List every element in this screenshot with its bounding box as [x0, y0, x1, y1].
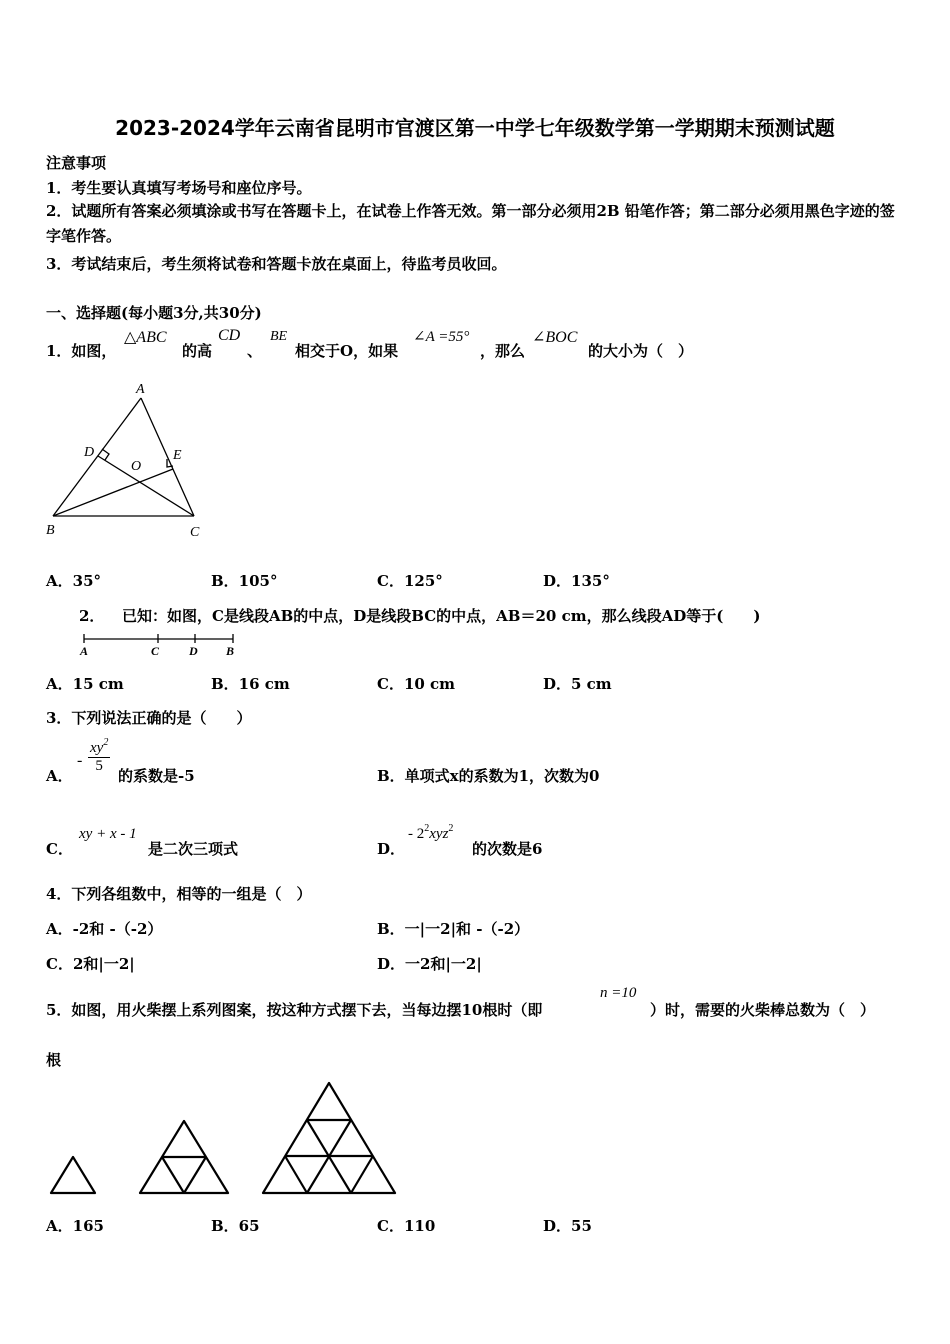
notice-item-3: 3．考试结束后，考生须将试卷和答题卡放在桌面上，待监考员收回。 — [46, 255, 507, 273]
q3-frac-denominator: 5 — [95, 758, 103, 774]
q3-option-c-math: xy + x - 1 — [79, 826, 137, 842]
q2-label-c: C — [151, 644, 160, 658]
q3-frac-numerator: xy — [90, 740, 104, 756]
q2-stem: 已知：如图，C是线段AB的中点，D是线段BC的中点，AB＝20 cm，那么线段AD等于( ) — [122, 607, 761, 625]
q1-option-d[interactable]: D．135° — [543, 572, 610, 590]
q3-option-a-label[interactable]: A． — [46, 767, 73, 785]
q4-option-d[interactable]: D．一2和|一2| — [377, 955, 482, 973]
q3-option-d-math-a: - 2 — [408, 826, 425, 842]
q2-label-a: A — [80, 644, 89, 658]
q3-frac-exponent: 2 — [103, 737, 109, 748]
q1-label-d: D — [84, 445, 95, 460]
q4-option-a[interactable]: A．-2和 -（-2） — [46, 920, 163, 938]
q3-option-d-exp2: 2 — [448, 823, 454, 834]
q1-stem-part6: 的大小为（ ） — [588, 342, 694, 360]
q3-option-b[interactable]: B．单项式x的系数为1，次数为0 — [377, 767, 600, 785]
q5-option-a[interactable]: A．165 — [46, 1217, 104, 1235]
q1-math-angle-boc: ∠BOC — [532, 329, 578, 346]
q5-stem-part3: 根 — [46, 1051, 62, 1069]
page-title: 2023-2024学年云南省昆明市官渡区第一中学七年级数学第一学期期末预测试题 — [115, 116, 835, 140]
q1-option-b[interactable]: B．105° — [211, 572, 278, 590]
q2-number: 2． — [79, 607, 105, 625]
q5-option-c[interactable]: C．110 — [377, 1217, 436, 1235]
q1-math-be: BE — [270, 329, 288, 344]
q2-label-d: D — [189, 644, 198, 658]
q3-option-d-exp1: 2 — [424, 823, 430, 834]
notice-heading: 注意事项 — [46, 154, 107, 172]
q3-option-c-text: 是二次三项式 — [148, 840, 239, 858]
q1-stem-part3: 、 — [247, 342, 263, 360]
q3-option-c-label[interactable]: C． — [46, 840, 73, 858]
q1-label-o: O — [131, 459, 142, 474]
q1-stem-part4: 相交于O，如果 — [295, 342, 399, 360]
q5-stem-part2: ）时，需要的火柴棒总数为（ ） — [650, 1001, 876, 1019]
q4-option-b[interactable]: B．一|一2|和 -（-2） — [377, 920, 530, 938]
q3-option-d-math — [408, 823, 454, 843]
q3-stem: 3．下列说法正确的是（ ） — [46, 709, 252, 727]
q1-label-a: A — [136, 382, 145, 397]
q1-triangle-figure — [40, 378, 230, 543]
q2-label-b: B — [226, 644, 235, 658]
q3-option-a-fraction — [88, 737, 110, 775]
q3-option-a-minus: - — [77, 752, 83, 769]
q2-option-d[interactable]: D．5 cm — [543, 675, 612, 693]
q4-option-c[interactable]: C．2和|一2| — [46, 955, 135, 973]
q1-option-c[interactable]: C．125° — [377, 572, 443, 590]
q2-option-c[interactable]: C．10 cm — [377, 675, 456, 693]
q5-option-d[interactable]: D．55 — [543, 1217, 592, 1235]
notice-item-1: 1．考生要认真填写考场号和座位序号。 — [46, 179, 312, 197]
q1-option-a[interactable]: A．35° — [46, 572, 102, 590]
q1-math-cd: CD — [218, 327, 241, 344]
notice-item-2: 2．试题所有答案必须填涂或书写在答题卡上，在试卷上作答无效。第一部分必须用2B 铅笔作答；第二部分必须用黑色字迹的签字笔作答。 — [46, 202, 895, 245]
q4-stem: 4．下列各组数中，相等的一组是（ ） — [46, 885, 312, 903]
q3-option-a-text: 的系数是-5 — [118, 767, 195, 785]
q3-option-d-math-b: xyz — [429, 826, 449, 842]
q1-math-triangle: △ABC — [124, 329, 167, 346]
q2-option-a[interactable]: A．15 cm — [46, 675, 124, 693]
q1-stem-part1: 1．如图， — [46, 342, 117, 360]
q1-label-b: B — [46, 523, 55, 538]
q5-matchstick-figure — [44, 1078, 404, 1200]
q1-stem-part5: ，那么 — [480, 342, 526, 360]
q3-option-d-label[interactable]: D． — [377, 840, 406, 858]
q3-option-d-text: 的次数是6 — [472, 840, 543, 858]
q2-option-b[interactable]: B．16 cm — [211, 675, 290, 693]
q1-label-e: E — [173, 448, 182, 463]
q5-math-n: n =10 — [600, 985, 637, 1001]
q1-math-angle-a: ∠A =55° — [413, 329, 470, 345]
q1-label-c: C — [190, 525, 200, 540]
section-heading: 一、选择题(每小题3分,共30分) — [46, 304, 262, 322]
q2-segment-figure — [78, 633, 243, 659]
q1-stem-part2: 的高 — [182, 342, 213, 360]
q5-option-b[interactable]: B．65 — [211, 1217, 260, 1235]
q5-stem-part1: 5．如图，用火柴摆上系列图案，按这种方式摆下去，当每边摆10根时（即 — [46, 1001, 543, 1019]
